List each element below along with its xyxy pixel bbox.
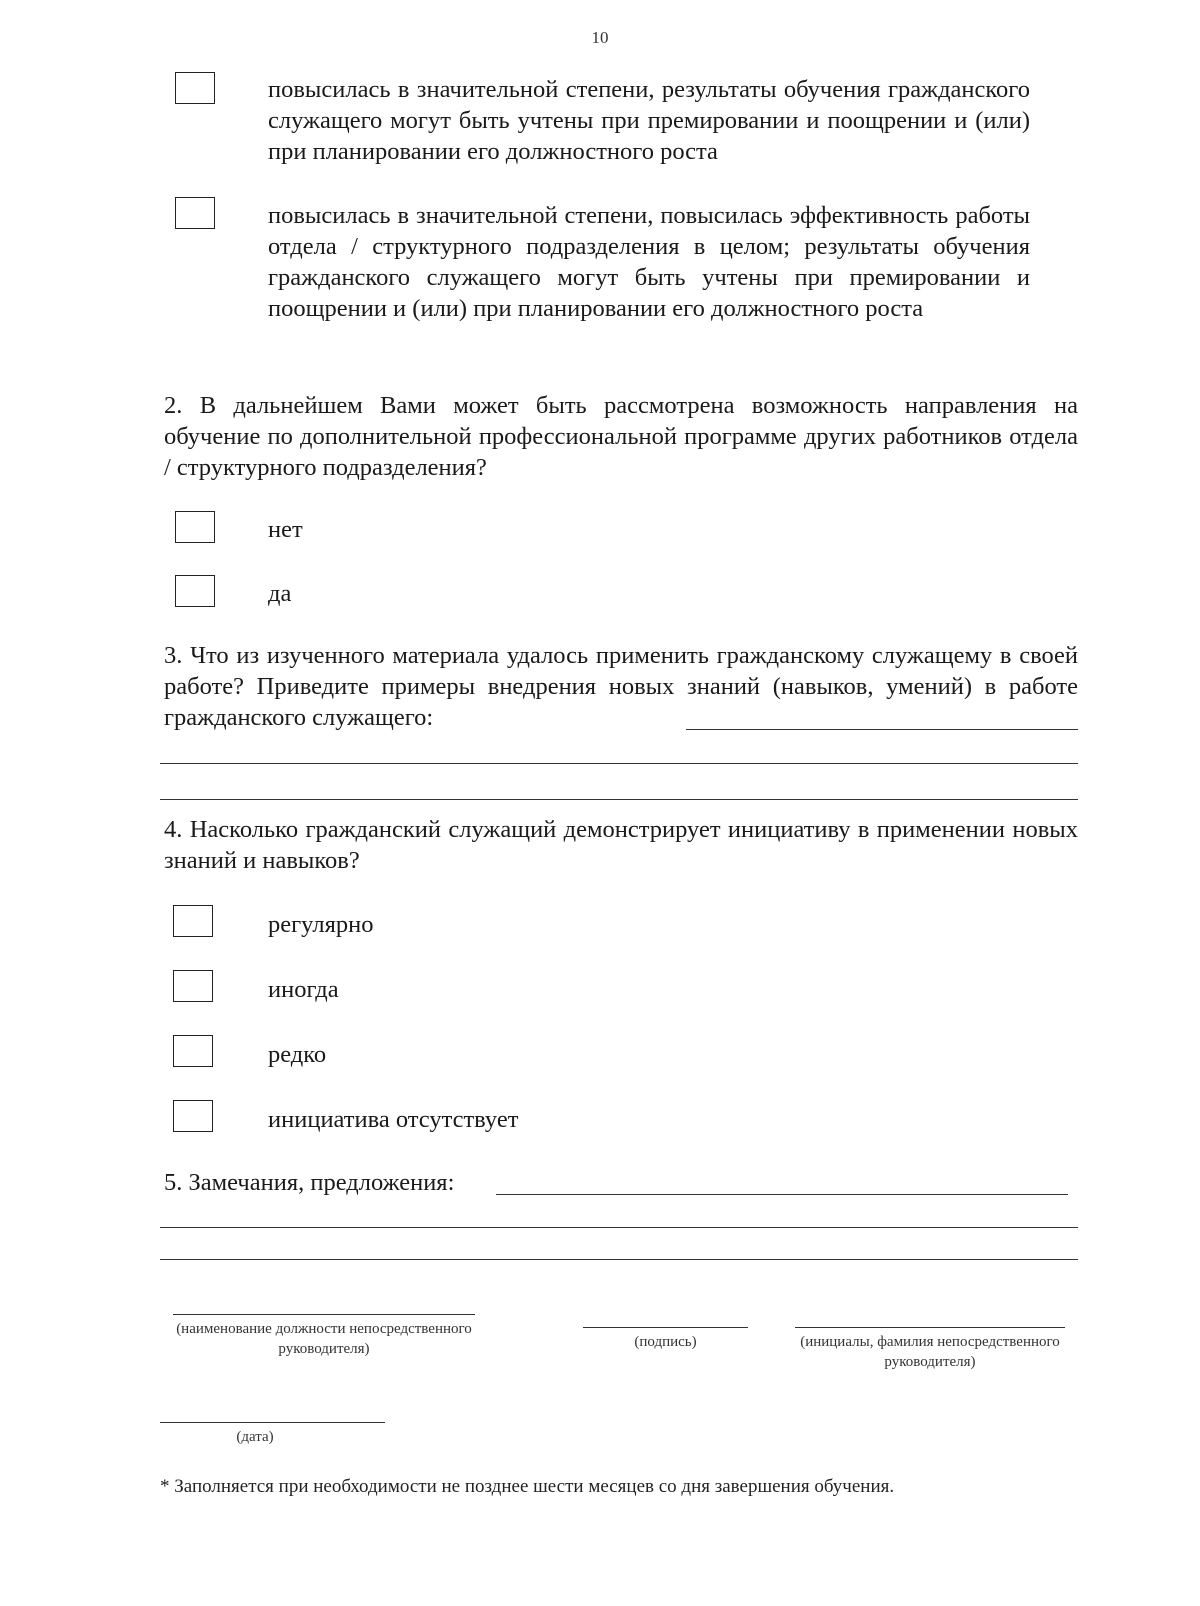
q4-option-regularly-checkbox[interactable] bbox=[173, 905, 213, 937]
date-caption: (дата) bbox=[236, 1429, 274, 1445]
q4-option-rarely-checkbox[interactable] bbox=[173, 1035, 213, 1067]
date-line[interactable] bbox=[160, 1422, 385, 1423]
q2-option-yes-checkbox[interactable] bbox=[175, 575, 215, 607]
q3-question-text: 3. Что из изученного материала удалось применить гражданскому служащему в своей работе? Приведите примеры внедрения новых знаний (навыков, умений) в работе гражданского служащего: bbox=[164, 642, 1078, 731]
q4-option-regularly-label: регулярно bbox=[268, 911, 374, 938]
q4-option-none-checkbox[interactable] bbox=[173, 1100, 213, 1132]
q1-option-1-label: повысилась в значительной степени, результаты обучения гражданского служащего могут быть учтены при премировании и поощрении и (или) при планировании его должностного роста bbox=[268, 76, 1030, 165]
signature-caption: (подпись) bbox=[634, 1334, 697, 1350]
q5-answer-line-2[interactable] bbox=[160, 1227, 1078, 1228]
q2-option-yes-label: да bbox=[268, 580, 292, 607]
q1-option-1-checkbox[interactable] bbox=[175, 72, 215, 104]
q1-option-2-label: повысилась в значительной степени, повысилась эффективность работы отдела / структурного подразделения в целом; результаты обучения гражданского служащего могут быть учтены при премировании и поощрении и (или) при планировании его должностного роста bbox=[268, 202, 1030, 322]
q5-answer-line-3[interactable] bbox=[160, 1259, 1078, 1260]
q5-question-text: 5. Замечания, предложения: bbox=[164, 1169, 455, 1196]
q4-question-text: 4. Насколько гражданский служащий демонстрирует инициативу в применении новых знаний и навыков? bbox=[164, 816, 1078, 874]
q3-answer-line-2[interactable] bbox=[160, 763, 1078, 764]
signature-line[interactable] bbox=[583, 1327, 748, 1328]
name-signature-line[interactable] bbox=[795, 1327, 1065, 1328]
page-number: 10 bbox=[591, 28, 609, 47]
q5-answer-line-1[interactable] bbox=[496, 1194, 1068, 1195]
q4-option-sometimes-label: иногда bbox=[268, 976, 339, 1003]
q2-option-no-checkbox[interactable] bbox=[175, 511, 215, 543]
position-caption: (наименование должности непосредственного руководителя) bbox=[176, 1321, 472, 1357]
q4-option-none-label: инициатива отсутствует bbox=[268, 1106, 519, 1133]
q3-answer-line-1[interactable] bbox=[686, 729, 1078, 730]
q4-option-rarely-label: редко bbox=[268, 1041, 327, 1068]
position-signature-line[interactable] bbox=[173, 1314, 475, 1315]
q1-option-2-checkbox[interactable] bbox=[175, 197, 215, 229]
q2-question-text: 2. В дальнейшем Вами может быть рассмотрена возможность направления на обучение по дополнительной профессиональной программе других работников отдела / структурного подразделения? bbox=[164, 392, 1078, 481]
name-caption: (инициалы, фамилия непосредственного руководителя) bbox=[800, 1334, 1060, 1370]
footnote: * Заполняется при необходимости не позднее шести месяцев со дня завершения обучения. bbox=[160, 1476, 895, 1497]
q2-option-no-label: нет bbox=[268, 516, 303, 543]
q4-option-sometimes-checkbox[interactable] bbox=[173, 970, 213, 1002]
q3-answer-line-3[interactable] bbox=[160, 799, 1078, 800]
